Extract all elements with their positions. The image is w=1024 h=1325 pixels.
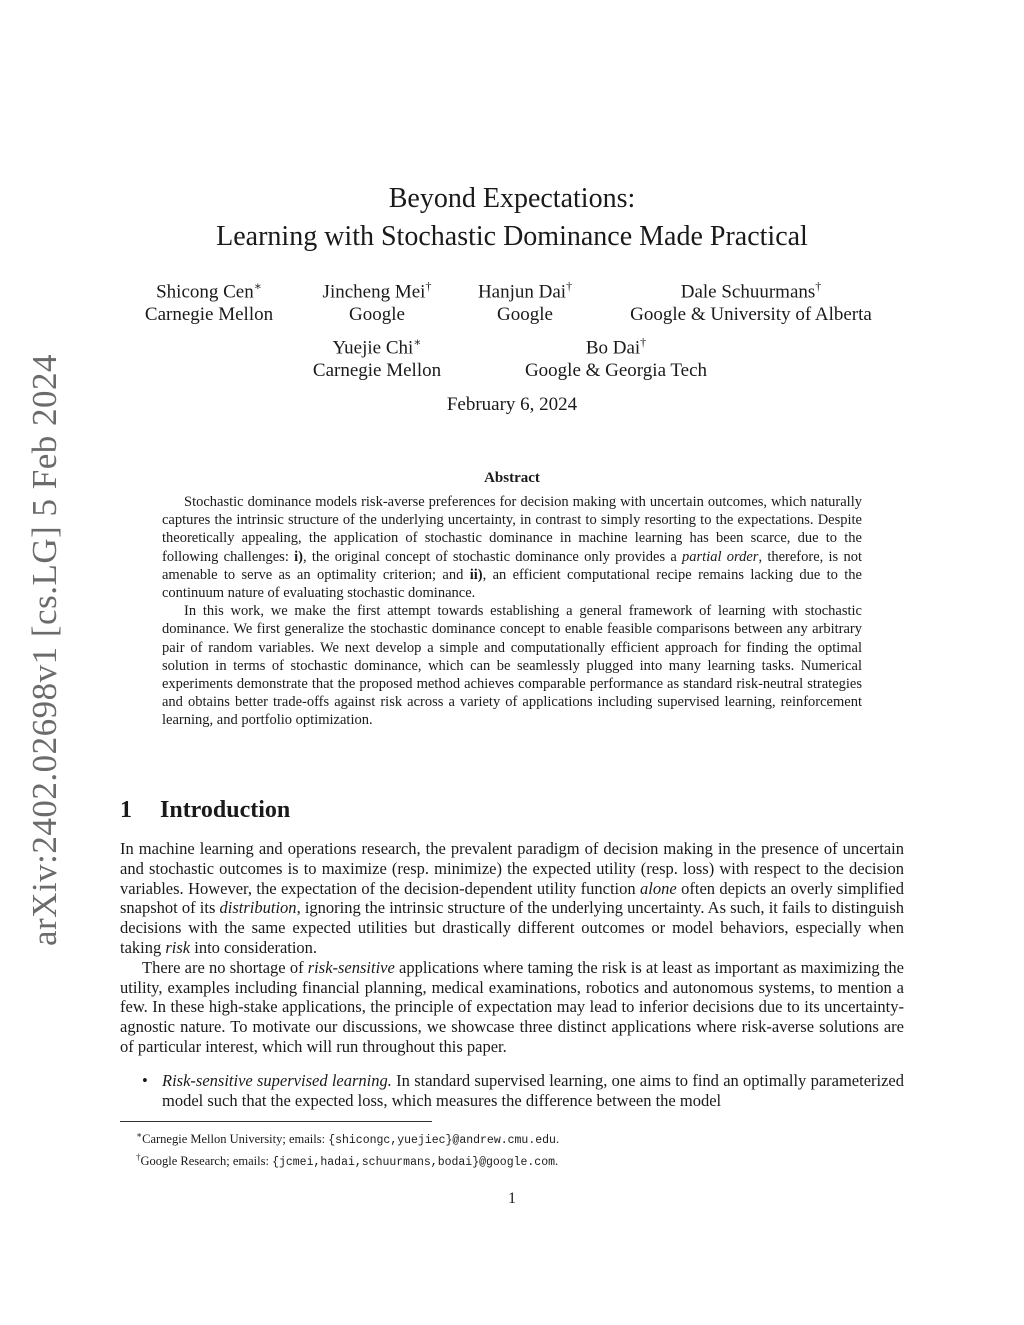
author-mark: † [566, 279, 573, 293]
section-heading [120, 797, 290, 824]
author-affiliation: Google & Georgia Tech [524, 360, 708, 382]
author-affiliation: Carnegie Mellon [312, 360, 442, 382]
author-affiliation: Google & University of Alberta [630, 304, 872, 326]
body-paragraph: There are no shortage of risk-sensitive applications where taming the risk is at least as important as maximizing the utility, examples including financial planning, medical examinations, robotics and autonomous systems, to mention a few. In these high-stake applications, the principle of expectation may lead to inferior decisions due to its uncertainty-agnostic nature. To motivate our discussions, we showcase three distinct applications where risk-averse solutions are of particular interest, which will run throughout this paper. [120, 957, 904, 1056]
author-block [607, 275, 895, 326]
author-name: Jincheng Mei [322, 281, 426, 303]
list-item: • Risk-sensitive supervised learning. In standard supervised learning, one aims to find an optimally parameterized model such that the expected loss, which measures the difference between the model [142, 1070, 905, 1110]
author-mark: † [640, 335, 647, 349]
bullet-icon: • [142, 1070, 148, 1090]
author-mark: † [815, 279, 822, 293]
publication-date: February 6, 2024 [446, 394, 578, 415]
footnotes [120, 1127, 904, 1171]
arxiv-identifier: arXiv:2402.02698v1 [cs.LG] 5 Feb 2024 [25, 353, 64, 947]
footnote-rule [120, 1121, 432, 1122]
author-block [307, 275, 447, 326]
bullet-list [120, 1071, 904, 1111]
email-list: {shicongc,yuejiec}@andrew.cmu.edu [328, 1134, 556, 1148]
footnote: ∗Carnegie Mellon University; emails: {shicongc,yuejiec}@andrew.cmu.edu. [136, 1130, 560, 1148]
page-number: 1 [508, 1190, 516, 1207]
author-block [507, 331, 725, 382]
section-number: 1 [120, 797, 132, 823]
body-paragraph: In machine learning and operations research, the prevalent paradigm of decision making in the presence of uncertain and stochastic outcomes is to maximize (resp. minimize) the expected utility (resp. loss) with respect to the decision variables. However, the expectation of the decision-dependent utility function alone often depicts an overly simplified snapshot of its distribution, ignoring the intrinsic structure of the underlying uncertainty. As such, it fails to distinguish decisions with the same expected utilities but drastically different outcomes or model behaviors, especially when taking risk into consideration. [120, 839, 905, 957]
author-mark: ∗ [413, 335, 422, 349]
intro-body [120, 839, 904, 1110]
author-block [460, 275, 590, 326]
author-name: Bo Dai [585, 337, 641, 359]
author-block [129, 275, 289, 326]
abstract-heading: Abstract [484, 470, 540, 486]
author-affiliation: Google [497, 304, 553, 326]
author-name: Hanjun Dai [477, 281, 567, 303]
author-mark: † [425, 279, 432, 293]
author-affiliation: Carnegie Mellon [144, 304, 274, 326]
author-mark: ∗ [253, 279, 262, 293]
footnote: †Google Research; emails: {jcmei,hadai,schuurmans,bodai}@google.com. [136, 1152, 559, 1170]
author-name: Shicong Cen [156, 281, 254, 303]
paper-title-line-1: Beyond Expectations: [388, 183, 636, 214]
author-block [297, 331, 457, 382]
email-list: {jcmei,hadai,schuurmans,bodai}@google.com [272, 1156, 556, 1170]
paper-title-line-2: Learning with Stochastic Dominance Made Practical [216, 221, 808, 252]
section-title: Introduction [160, 797, 291, 823]
abstract-paragraph: In this work, we make the first attempt towards establishing a general framework of learning with stochastic dominance. We first generalize the stochastic dominance concept to enable feasible comparisons between any arbitrary pair of random variables. We next develop a simple and computationally efficient approach for finding the optimal solution in terms of stochastic dominance, which can be seamlessly plugged into many learning tasks. Numerical experiments demonstrate that the proposed method achieves comparable performance as standard risk-neutral strategies and obtains better trade-offs against risk across a variety of applications including supervised learning, reinforcement learning, and portfolio optimization. [162, 603, 862, 729]
author-name: Dale Schuurmans [680, 281, 816, 303]
author-affiliation: Google [349, 304, 405, 326]
author-name: Yuejie Chi [332, 337, 414, 359]
arxiv-sidebar [20, 353, 70, 947]
abstract-body [162, 493, 862, 730]
abstract-paragraph: Stochastic dominance models risk-averse preferences for decision making with uncertain outcomes, which naturally captures the intrinsic structure of the underlying uncertainty, in contrast to simply resorting to the expectations. Despite theoretically appealing, the application of stochastic dominance in machine learning has been scarce, due to the following challenges: i), the original concept of stochastic dominance only provides a partial order, therefore, is not amenable to serve as an optimality criterion; and ii), an efficient computational recipe remains lacking due to the continuum nature of evaluating stochastic dominance. [162, 494, 862, 602]
